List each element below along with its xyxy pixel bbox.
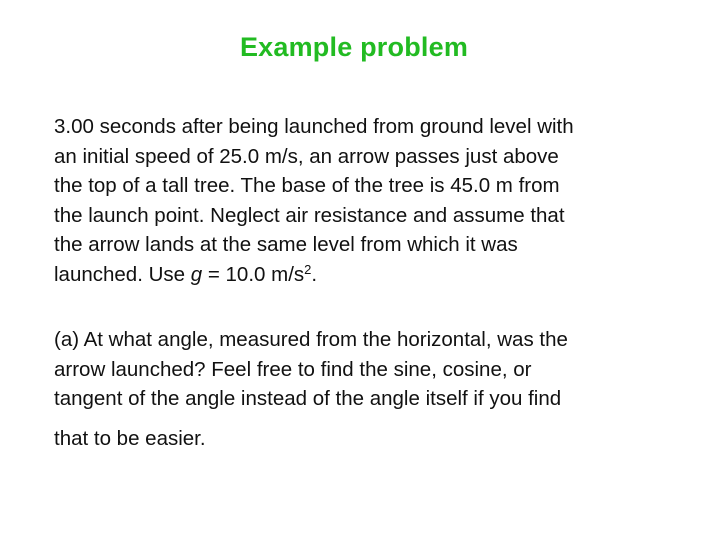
- question-a: [54, 325, 684, 414]
- question-line: that to be easier.: [54, 427, 206, 450]
- problem-line: the launch point. Neglect air resistance and assume that: [54, 203, 565, 227]
- gravity-period: .: [311, 262, 318, 286]
- gravity-prefix: launched. Use: [54, 262, 191, 286]
- question-line: tangent of the angle instead of the angle itself if you find: [54, 387, 562, 411]
- question-line: (a) At what angle, measured from the horizontal, was the: [54, 328, 568, 351]
- gravity-exponent: 2: [304, 261, 312, 277]
- problem-line: the arrow lands at the same level from which it was: [54, 233, 518, 257]
- problem-line: 3.00 seconds after being launched from ground level with: [54, 115, 574, 138]
- gravity-symbol: g: [190, 262, 203, 286]
- problem-line-gravity: [54, 260, 684, 290]
- question-line: arrow launched? Feel free to find the sine, cosine, or: [54, 357, 532, 381]
- slide-title: Example problem: [239, 32, 469, 62]
- gravity-value: = 10.0 m/s: [202, 262, 305, 286]
- problem-line: the top of a tall tree. The base of the tree is 45.0 m from: [54, 174, 560, 198]
- question-a-continuation: [54, 424, 684, 454]
- problem-line: an initial speed of 25.0 m/s, an arrow passes just above: [54, 144, 559, 168]
- problem-statement: [54, 112, 684, 290]
